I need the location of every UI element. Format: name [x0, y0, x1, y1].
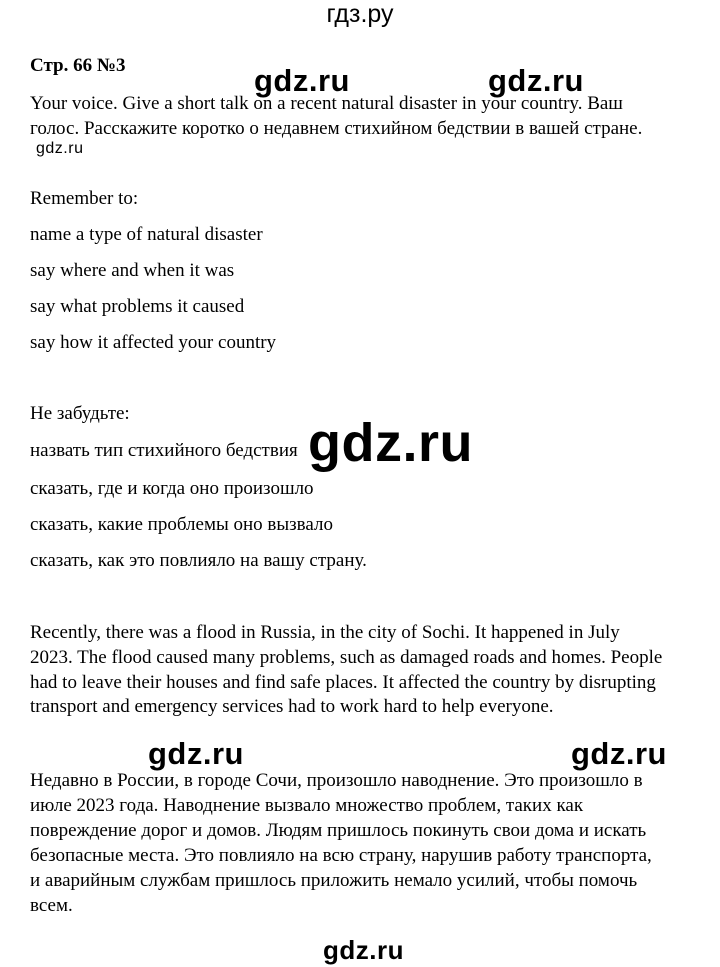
- answer-en-line: 2023. The flood caused many problems, such as damaged roads and homes. People: [30, 647, 663, 668]
- remember-heading: Remember to:: [30, 188, 139, 209]
- remember-item: say what problems it caused: [30, 296, 245, 317]
- site-header: гдз.ру: [326, 0, 394, 28]
- remember-item: say where and when it was: [30, 260, 235, 281]
- watermark-bottom: gdz.ru: [323, 935, 404, 965]
- watermark-top-left: gdz.ru: [254, 63, 350, 98]
- watermark-small: gdz.ru: [36, 140, 84, 157]
- answer-en-line: transport and emergency services had to work hard to help everyone.: [30, 696, 554, 717]
- watermark-top-right: gdz.ru: [488, 63, 584, 98]
- task-line-1: Your voice. Give a short talk on a recent natural disaster in your country. Ваш: [30, 93, 623, 114]
- task-line-2: голос. Расскажите коротко о недавнем стихийном бедствии в вашей стране.: [30, 118, 643, 139]
- answer-ru-line: безопасные места. Это повлияло на всю страну, нарушив работу транспорта,: [30, 845, 652, 866]
- remember-item: say how it affected your country: [30, 332, 277, 353]
- answer-ru-line: всем.: [30, 895, 73, 916]
- answer-en-line: had to leave their houses and find safe places. It affected the country by disrupting: [30, 672, 656, 693]
- remember-ru-item: сказать, как это повлияло на вашу страну.: [30, 550, 367, 571]
- page-title: Стр. 66 №3: [30, 55, 126, 76]
- answer-ru-line: повреждение дорог и домов. Людям пришлось покинуть свои дома и искать: [30, 820, 647, 841]
- watermark-mid-right: gdz.ru: [571, 736, 667, 771]
- remember-ru-heading: Не забудьте:: [30, 403, 130, 424]
- answer-ru-line: июле 2023 года. Наводнение вызвало множество проблем, таких как: [30, 795, 584, 816]
- remember-ru-item: назвать тип стихийного бедствия: [30, 440, 298, 461]
- watermark-center: gdz.ru: [308, 413, 473, 473]
- answer-ru-line: Недавно в России, в городе Сочи, произошло наводнение. Это произошло в: [30, 770, 643, 791]
- watermark-mid-left: gdz.ru: [148, 736, 244, 771]
- answer-en-line: Recently, there was a flood in Russia, in the city of Sochi. It happened in July: [30, 622, 620, 643]
- answer-ru-line: и аварийным службам пришлось приложить немало усилий, чтобы помочь: [30, 870, 638, 891]
- remember-ru-item: сказать, где и когда оно произошло: [30, 478, 314, 499]
- remember-item: name a type of natural disaster: [30, 224, 263, 245]
- remember-ru-item: сказать, какие проблемы оно вызвало: [30, 514, 333, 535]
